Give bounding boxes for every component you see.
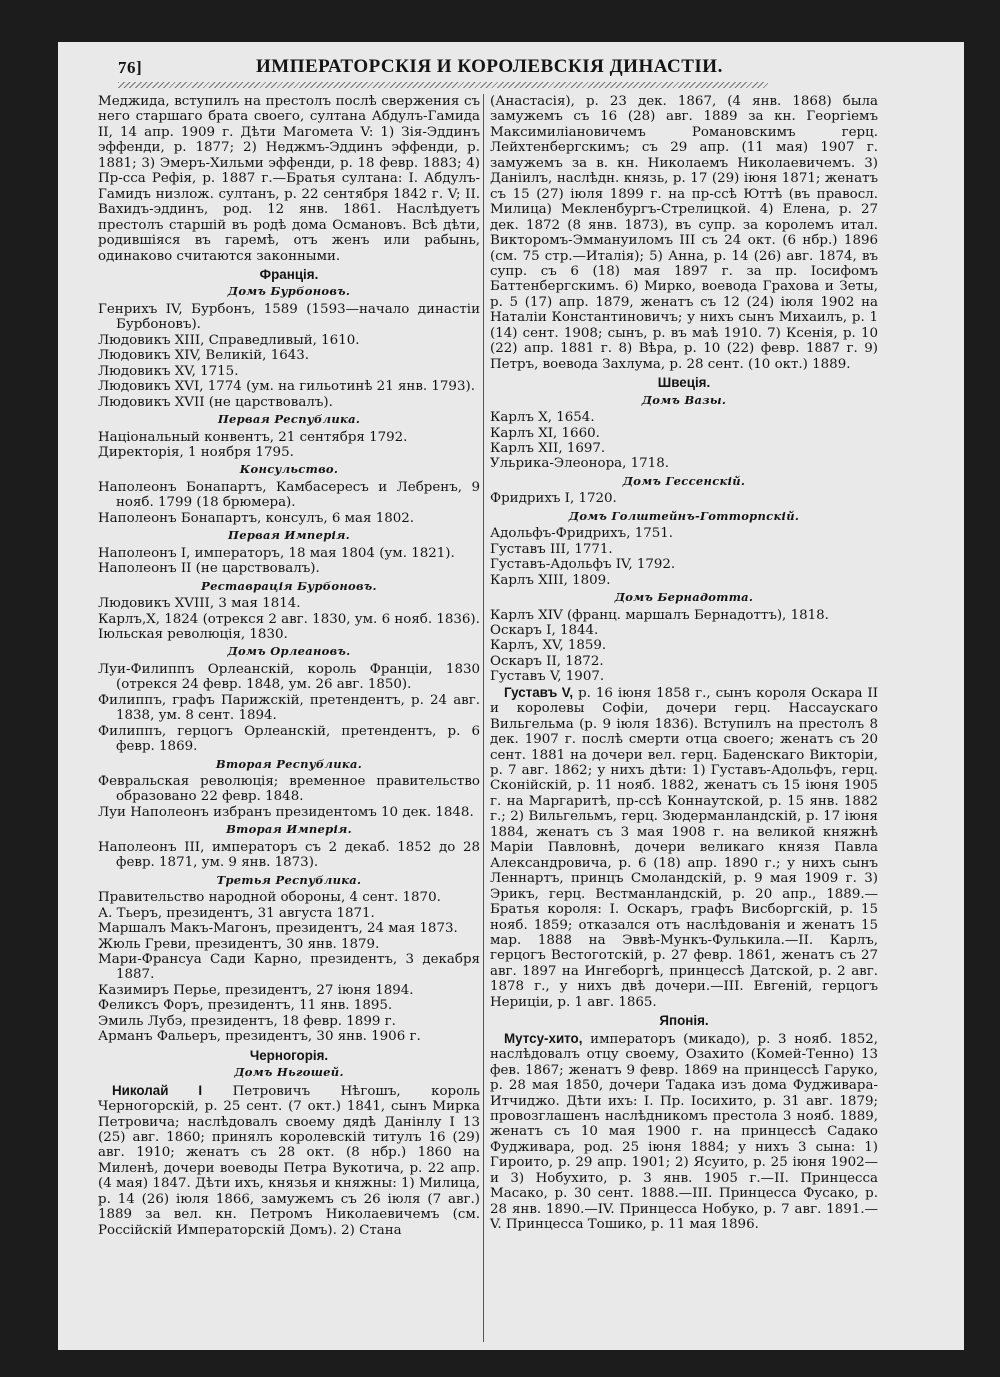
heading-house-hesse: Домъ Гессенскій. bbox=[622, 473, 746, 488]
entry-gustav bbox=[490, 685, 878, 1011]
header-wavy-rule bbox=[118, 82, 768, 88]
list-item: Филиппъ, графъ Парижскій, претендентъ, р. 24 авг. 1838, ум. 8 сент. 1894. bbox=[98, 692, 480, 724]
list-item: Оскаръ II, 1872. bbox=[490, 653, 604, 669]
list-item: Карлъ XIII, 1809. bbox=[490, 572, 611, 588]
list-item: Людовикъ XIV, Великій, 1643. bbox=[98, 348, 310, 364]
list-bourbon bbox=[98, 302, 480, 410]
montenegro-continuation: (Анастасія), р. 23 дек. 1867, (4 янв. 1868) была замужемъ съ 16 (28) авг. 1889 за кн. Георгіемъ Максимиліановичемъ Романовскимъ герц. Лейхтенбергскимъ; съ 29 апр. (11 мая) 1907 г. замужемъ за в. кн. Николаемъ Николаевичемъ. 3) Даніилъ, наслѣдн. князь, р. 17 (29) іюня 1871; женатъ съ 15 (27) іюля 1899 г. на пр-ссѣ Юттѣ (въ правосл. Милица) Мекленбургъ-Стрелицкой. 4) Елена, р. 27 дек. 1872 (8 янв. 1873), въ супр. за королемъ итал. Викторомъ-Эммануиломъ III съ 24 окт. (6 нбр.) 1896 (см. 75 стр.—Италія); 5) Анна, р. 14 (26) авг. 1874, въ супр. съ 6 (18) мая 1897 г. за пр. Іосифомъ Баттенбергскимъ. 6) Мирко, воевода Грахова и Зеты, р. 5 (17) апр. 1879, женатъ съ 12 (24) іюля 1902 на Наталіи Константиновичъ; у нихъ сынъ Михаилъ, р. 1 (14) сент. 1908; сынъ, р. въ маѣ 1910. 7) Ксенія, р. 10 (22) апр. 1881 г. 8) Вѣра, р. 10 (22) февр. 1887 г. 9) Петръ, воевода Захлума, р. 28 сент. (10 окт.) 1889. bbox=[490, 94, 878, 372]
heading-montenegro: Черногорія. bbox=[249, 1047, 329, 1063]
left-column bbox=[98, 94, 480, 1238]
list-item: Филиппъ, герцогъ Орлеанскій, претендентъ, р. 6 февр. 1869. bbox=[98, 723, 480, 755]
list-item: Людовикъ XIII, Справедливый, 1610. bbox=[98, 332, 360, 348]
heading-house-bernadotte: Домъ Бернадотта. bbox=[614, 590, 754, 605]
list-item: Маршалъ Макъ-Магонъ, президентъ, 24 мая 1873. bbox=[98, 921, 458, 937]
list-item: Оскаръ I, 1844. bbox=[490, 622, 599, 638]
heading-restoration: Реставрація Бурбоновъ. bbox=[201, 578, 377, 593]
list-item: Февральская революція; временное правительство образовано 22 февр. 1848. bbox=[98, 774, 480, 805]
list-item: Ульрика-Элеонора, 1718. bbox=[490, 456, 669, 472]
list-item: Мари-Франсуа Сади Карно, президентъ, 3 декабря 1887. bbox=[98, 952, 480, 983]
entry-mutsuhito bbox=[490, 1031, 878, 1233]
list-item: Луи-Филиппъ Орлеанскій, король Франціи, 1830 (отрекся 24 февр. 1848, ум. 26 авг. 1850). bbox=[98, 661, 480, 693]
entry-name: Мутсу-хито, bbox=[504, 1030, 583, 1046]
heading-house-holstein: Домъ Голштейнъ-Готторпскій. bbox=[568, 508, 800, 523]
list-item: Людовикъ XVII (не царствовалъ). bbox=[98, 394, 333, 410]
entry-text: императоръ (микадо), р. 3 нояб. 1852, наслѣдовалъ отцу своему, Озахито (Комей-Тенно) 13 фев. 1867; женатъ 9 февр. 1869 на принцессѣ Гаруко, р. 28 мая 1850, дочери Тадака изъ дома Фудживара-Итчиджо. Дѣти ихъ: I. Пр. Іосихито, р. 31 авг. 1879; провозглашенъ наслѣдникомъ престола 3 нояб. 1889, женатъ съ 10 мая 1900 г. на принцессѣ Садако Фудживара, род. 25 іюня 1884; у нихъ 3 сына: 1) Гироито, р. 29 апр. 1901; 2) Ясуито, р. 25 іюня 1902—и 3) Нобухито, р. 3 янв. 1905 г.—II. Принцесса Масако, р. 30 сент. 1888.—III. Принцесса Фусако, р. 28 янв. 1890.—IV. Принцесса Нобуко, р. 7 авг. 1891.—V. Принцесса Тошико, р. 11 мая 1896. bbox=[490, 1031, 878, 1233]
entry-nikolai bbox=[98, 1083, 480, 1239]
list-item: Густавъ III, 1771. bbox=[490, 541, 613, 557]
list-item: Карлъ XI, 1660. bbox=[490, 425, 600, 441]
heading-sweden: Швеція. bbox=[657, 375, 711, 391]
list-item: Наполеонъ I, императоръ, 18 мая 1804 (ум. 1821). bbox=[98, 545, 455, 561]
list-item: Густавъ-Адольфъ IV, 1792. bbox=[490, 557, 676, 573]
heading-first-empire: Первая Имперія. bbox=[228, 528, 350, 543]
list-item: Карлъ XII, 1697. bbox=[490, 440, 606, 456]
heading-house-njegos: Домъ Ньгошей. bbox=[234, 1065, 344, 1080]
page-number: 76] bbox=[118, 58, 143, 77]
book-page bbox=[58, 42, 964, 1350]
list-item: Карлъ X, 1654. bbox=[490, 410, 595, 426]
list-item: Карлъ,X, 1824 (отрекся 2 авг. 1830, ум. 6 нояб. 1836). bbox=[98, 611, 480, 627]
column-divider bbox=[483, 94, 484, 1342]
list-item: Генрихъ IV, Бурбонъ, 1589 (1593—начало династіи Бурбоновъ). bbox=[98, 301, 480, 333]
right-column bbox=[490, 94, 878, 1233]
list-item: Людовикъ XV, 1715. bbox=[98, 363, 239, 379]
heading-house-orleans: Домъ Орлеановъ. bbox=[227, 644, 351, 659]
heading-consulate: Консульство. bbox=[239, 462, 339, 477]
list-item: Наполеонъ Бонапартъ, Камбасересъ и Лебренъ, 9 нояб. 1799 (18 брюмера). bbox=[98, 479, 480, 511]
list-item: Фридрихъ I, 1720. bbox=[490, 491, 617, 507]
entry-text: р. 16 іюня 1858 г., сынъ короля Оскара II и королевы Софіи, дочери герц. Нассаускаго Вильгельма (р. 9 іюля 1836). Вступилъ на престолъ 8 дек. 1907 г. послѣ смерти отца своего; женатъ съ 20 сент. 1881 на дочери вел. герц. Баденскаго Викторіи, р. 7 авг. 1862; у нихъ дѣти: 1) Густавъ-Адольфъ, герц. Сконійскій, р. 11 нояб. 1882, женатъ съ 15 іюня 1905 г. на Маргаритѣ, пр-ссѣ Коннаутской, р. 15 янв. 1882 г.; 2) Вильгельмъ, герц. Зюдерманландскій, р. 17 іюня 1884, женатъ съ 3 мая 1908 г. на великой княжнѣ Маріи Павловнѣ, дочери великаго князя Павла Александровича, р. 6 (18) апр. 1890 г.; у нихъ сынъ Леннартъ, принцъ Смоландскій, р. 9 мая 1909 г. 3) Эрикъ, герц. Вестманландскій, р. 20 апр., 1889.—Братья короля: I. Оскаръ, графъ Висборгскій, р. 15 нояб. 1859; отказался отъ наслѣдованія и женатъ 15 мар. 1888 на Эввѣ-Мункъ-Фулькила.—II. Карлъ, герцогъ Вестоготскій, р. 27 февр. 1861, женатъ съ 27 авг. 1897 на Ингеборгѣ, принцессѣ Датской, р. 2 авг. 1878 г., у нихъ двѣ дочери.—III. Евгеній, герцогъ Нериціи, р. 1 авг. 1865. bbox=[490, 685, 878, 1010]
list-item: Правительство народной обороны, 4 сент. 1870. bbox=[98, 890, 441, 906]
list-item: Густавъ V, 1907. bbox=[490, 669, 605, 685]
heading-house-bourbon: Домъ Бурбоновъ. bbox=[227, 284, 351, 299]
heading-house-vasa: Домъ Вазы. bbox=[641, 392, 727, 407]
entry-name: Густавъ V, bbox=[504, 684, 574, 700]
list-item: Луи Наполеонъ избранъ президентомъ 10 дек. 1848. bbox=[98, 804, 474, 820]
list-item: А. Тьеръ, президентъ, 31 августа 1871. bbox=[98, 905, 375, 921]
heading-second-empire: Вторая Имперія. bbox=[226, 822, 352, 837]
list-item: Іюльская революція, 1830. bbox=[98, 626, 288, 642]
running-title: ИМПЕРАТОРСКІЯ И КОРОЛЕВСКІЯ ДИНАСТІИ. bbox=[256, 56, 723, 77]
heading-japan: Японія. bbox=[659, 1013, 709, 1029]
list-item: Наполеонъ III, императоръ съ 2 декаб. 1852 до 28 февр. 1871, ум. 9 янв. 1873). bbox=[98, 839, 480, 871]
heading-france: Франція. bbox=[259, 266, 319, 282]
list-item: Людовикъ XVIII, 3 мая 1814. bbox=[98, 596, 301, 612]
list-item: Карлъ XIV (франц. маршалъ Бернадоттъ), 1818. bbox=[490, 607, 829, 623]
heading-second-republic: Вторая Республика. bbox=[215, 756, 363, 771]
list-item: Директорія, 1 ноября 1795. bbox=[98, 444, 294, 460]
list-item: Эмиль Лубэ, президентъ, 18 февр. 1899 г. bbox=[98, 1013, 396, 1029]
list-item: Арманъ Фальеръ, президентъ, 30 янв. 1906 г. bbox=[98, 1029, 421, 1045]
list-item: Феликсъ Форъ, президентъ, 11 янв. 1895. bbox=[98, 998, 393, 1014]
heading-third-republic: Третья Республика. bbox=[216, 872, 362, 887]
list-item: Жюль Греви, президентъ, 30 янв. 1879. bbox=[98, 936, 380, 952]
entry-text: Петровичъ Нѣгошъ, король Черногорскій, р. 25 сент. (7 окт.) 1841, сынъ Мирка Петровича; наслѣдовалъ своему дядѣ Данінлу I 13 (25) авг. 1860; принялъ королевскій титулъ 16 (29) авг. 1910; женатъ съ 28 окт. (8 нбр.) 1860 на Миленѣ, дочери воеводы Петра Вукотича, р. 22 апр. (4 мая) 1847. Дѣти ихъ, князья и княжны: 1) Милица, р. 14 (26) іюля 1866, замужемъ съ 26 іюля (7 авг.) 1889 за вел. кн. Петромъ Николаевичемъ (см. Россійскій Императорскій Домъ). 2) Стана bbox=[98, 1083, 480, 1238]
list-item: Наполеонъ Бонапартъ, консулъ, 6 мая 1802. bbox=[98, 510, 415, 526]
list-item: Людовикъ XVI, 1774 (ум. на гильотинѣ 21 янв. 1793). bbox=[98, 379, 475, 395]
heading-first-republic: Первая Республика. bbox=[217, 412, 361, 427]
list-item: Казимиръ Перье, президентъ, 27 іюня 1894. bbox=[98, 982, 414, 998]
list-item: Наполеонъ II (не царствовалъ). bbox=[98, 561, 320, 577]
running-header bbox=[118, 56, 794, 82]
entry-name: Николай I bbox=[112, 1082, 203, 1098]
list-item: Національный конвентъ, 21 сентября 1792. bbox=[98, 429, 408, 445]
list-item: Адольфъ-Фридрихъ, 1751. bbox=[490, 526, 674, 542]
turkey-continuation: Меджида, вступилъ на престолъ послѣ свержения съ него старшаго брата своего, султана Абдулъ-Гамида II, 14 апр. 1909 г. Дѣти Магомета V: 1) Зія-Эддинъ эффенди, р. 1877; 2) Неджмъ-Эддинъ эффенди, р. 1881; 3) Эмеръ-Хильми эффенди, р. 18 февр. 1883; 4) Пр-сса Рефія, р. 1887 г.—Братья султана: I. Абдулъ-Гамидъ низлож. султанъ, р. 22 сентября 1842 г. V; II. Вахидъ-эддинъ, род. 12 янв. 1861. Наслѣдуетъ престолъ старшій въ родѣ дома Османовъ. Всѣ дѣти, родившіяся въ гаремѣ, отъ женъ или рабынь, одинаково считаются законными. bbox=[98, 94, 480, 264]
list-item: Карлъ, XV, 1859. bbox=[490, 638, 607, 654]
